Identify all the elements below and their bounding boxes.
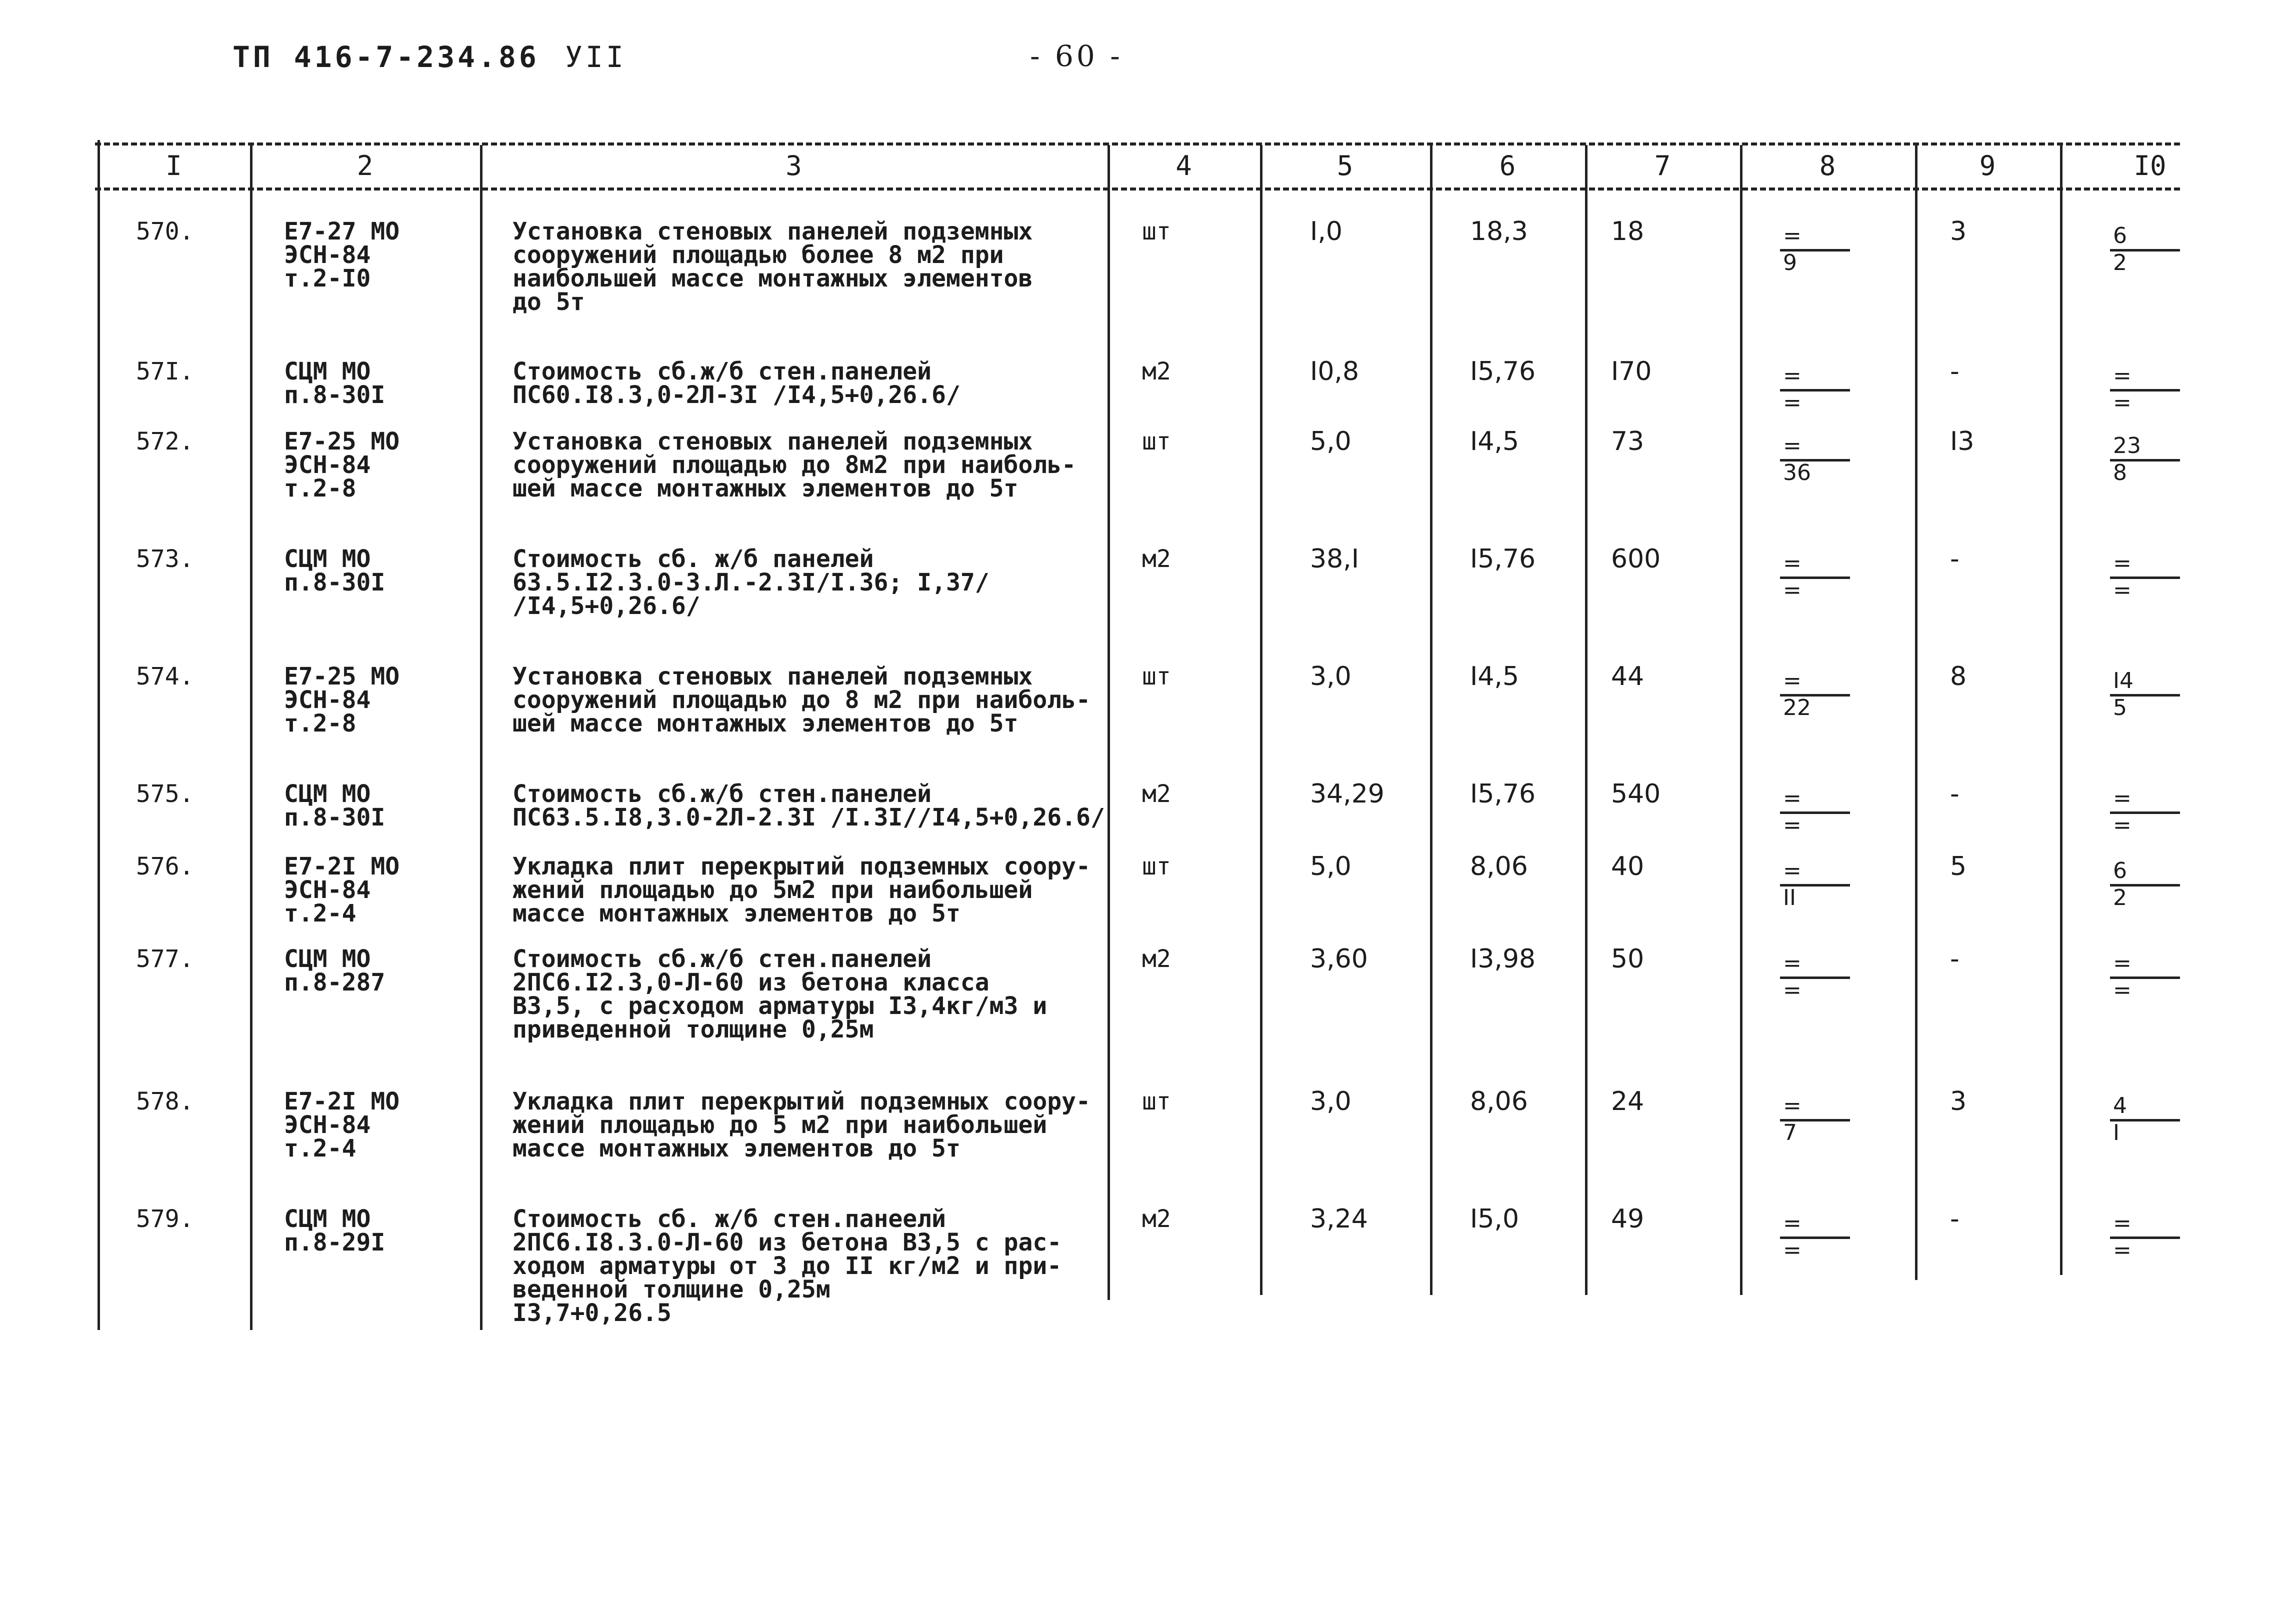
description-line: сооружений площадью до 8 м2 при наиболь-	[512, 686, 1090, 714]
total-cell: 600	[1611, 544, 1661, 574]
column-divider	[1260, 145, 1262, 1295]
document-code: ТП 416-7-234.86	[232, 40, 540, 74]
col10-fraction-denominator: 2	[2113, 885, 2127, 910]
norm-code-line: СЦМ МО	[284, 780, 371, 808]
description-line: шей массе монтажных элементов до 5т	[512, 474, 1018, 502]
description-line: 2ПС6.I8.3.0-Л-60 из бетона В3,5 с рас-	[512, 1228, 1062, 1256]
price-cell: 8,06	[1470, 1086, 1528, 1116]
col10-fraction-numerator: =	[2113, 1210, 2132, 1236]
col9-cell: 3	[1950, 1086, 1967, 1116]
col9-cell: -	[1950, 944, 1960, 974]
description-line: жений площадью до 5м2 при наибольшей	[512, 876, 1033, 904]
description-line: шей массе монтажных элементов до 5т	[512, 710, 1018, 738]
section-number: УII	[565, 40, 626, 74]
col8-fraction-denominator: =	[1783, 578, 1802, 603]
col8-fraction	[1780, 1095, 1855, 1150]
column-header: 8	[1819, 150, 1836, 182]
quantity-cell: 5,0	[1310, 852, 1352, 882]
total-cell: 73	[1611, 426, 1644, 456]
quantity-cell: 3,0	[1310, 1086, 1352, 1116]
col8-fraction	[1780, 788, 1855, 842]
col10-fraction	[2110, 860, 2185, 915]
row-number: 57I.	[136, 358, 194, 386]
price-cell: I5,76	[1470, 544, 1536, 574]
description-line: массе монтажных элементов до 5т	[512, 900, 960, 928]
col10-fraction	[2110, 1212, 2185, 1268]
col8-fraction-denominator: II	[1783, 885, 1796, 910]
description-line: Установка стеновых панелей подземных	[512, 218, 1033, 246]
col10-fraction	[2110, 952, 2185, 1008]
price-cell: 8,06	[1470, 852, 1528, 882]
quantity-cell: 3,60	[1310, 944, 1368, 974]
unit-cell: шт	[1142, 1088, 1171, 1116]
column-divider	[1108, 145, 1110, 1300]
norm-code-line: п.8-30I	[284, 568, 386, 596]
row-number: 573.	[136, 545, 194, 573]
norm-code-line: ЭСН-84	[284, 1111, 371, 1139]
total-cell: 40	[1611, 852, 1644, 882]
norm-code-line: т.2-4	[284, 1134, 356, 1162]
col8-fraction-denominator: =	[1783, 978, 1802, 1003]
price-cell: I4,5	[1470, 662, 1520, 692]
col9-cell: -	[1950, 356, 1960, 386]
norm-code-line: ЭСН-84	[284, 451, 371, 479]
column-header: 5	[1336, 150, 1354, 182]
col8-fraction	[1780, 860, 1855, 915]
column-divider	[1430, 145, 1432, 1295]
col8-fraction	[1780, 952, 1855, 1008]
description-line: Стоимость сб.ж/б стен.панелей	[512, 780, 932, 808]
description-line: ходом арматуры от 3 до II кг/м2 и при-	[512, 1252, 1062, 1280]
col10-fraction-denominator: =	[2113, 978, 2132, 1003]
col8-fraction-numerator: =	[1783, 550, 1802, 576]
price-cell: 18,3	[1470, 216, 1528, 246]
total-cell: I70	[1611, 356, 1652, 386]
col9-cell: -	[1950, 1204, 1960, 1234]
col10-fraction-denominator: 5	[2113, 695, 2127, 720]
price-cell: I5,76	[1470, 356, 1536, 386]
col10-fraction-numerator: =	[2113, 550, 2132, 576]
description-line: сооружений площадью до 8м2 при наиболь-	[512, 451, 1076, 479]
norm-code-line: Е7-27 МО	[284, 218, 400, 246]
col8-fraction-numerator: =	[1783, 433, 1802, 458]
col8-fraction-denominator: =	[1783, 812, 1802, 838]
column-header: 3	[786, 150, 802, 182]
col8-fraction-numerator: =	[1783, 668, 1802, 694]
unit-cell: шт	[1142, 428, 1171, 456]
description-line: I3,7+0,26.5	[512, 1299, 672, 1327]
description-line: приведенной толщине 0,25м	[512, 1016, 874, 1044]
col9-cell: I3	[1950, 426, 1974, 456]
quantity-cell: 3,0	[1310, 662, 1352, 692]
norm-code-line: п.8-29I	[284, 1228, 386, 1256]
col8-fraction	[1780, 365, 1855, 420]
unit-cell: м2	[1142, 358, 1171, 386]
column-divider	[480, 145, 482, 1330]
col9-cell: -	[1950, 779, 1960, 809]
description-line: ПС60.I8.3,0-2Л-3I /I4,5+0,26.6/	[512, 381, 960, 409]
quantity-cell: 34,29	[1310, 779, 1384, 809]
col9-cell: 3	[1950, 216, 1967, 246]
row-number: 575.	[136, 780, 194, 808]
col8-fraction-numerator: =	[1783, 1210, 1802, 1236]
norm-code-line: СЦМ МО	[284, 358, 371, 386]
col10-fraction-numerator: 23	[2113, 433, 2141, 458]
column-header: I0	[2134, 150, 2166, 182]
column-header: 6	[1499, 150, 1516, 182]
norm-code-line: Е7-25 МО	[284, 428, 400, 456]
norm-code-line: ЭСН-84	[284, 241, 371, 269]
col9-cell: -	[1950, 544, 1960, 574]
row-number: 570.	[136, 218, 194, 246]
row-number: 577.	[136, 945, 194, 973]
quantity-cell: 5,0	[1310, 426, 1352, 456]
col8-fraction-denominator: 36	[1783, 460, 1811, 486]
col8-fraction-numerator: =	[1783, 858, 1802, 884]
norm-code-line: СЦМ МО	[284, 545, 371, 573]
description-line: веденной толщине 0,25м	[512, 1276, 830, 1304]
description-line: Укладка плит перекрытий подземных соору-	[512, 1088, 1090, 1116]
col10-fraction-bar	[2110, 1119, 2180, 1122]
column-header: I	[166, 150, 182, 182]
row-number: 578.	[136, 1088, 194, 1116]
price-cell: I5,76	[1470, 779, 1536, 809]
col8-fraction-denominator: 9	[1783, 250, 1797, 276]
col10-fraction-denominator: 2	[2113, 250, 2127, 276]
row-number: 574.	[136, 662, 194, 690]
col10-fraction-numerator: I4	[2113, 668, 2134, 694]
total-cell: 24	[1611, 1086, 1644, 1116]
col10-fraction	[2110, 552, 2185, 608]
norm-code-line: п.8-30I	[284, 381, 386, 409]
col8-fraction	[1780, 552, 1855, 608]
col10-fraction-denominator: =	[2113, 1238, 2132, 1263]
description-line: 2ПС6.I2.3,0-Л-60 из бетона класса	[512, 968, 990, 996]
total-cell: 540	[1611, 779, 1661, 809]
col8-fraction	[1780, 435, 1855, 490]
price-cell: I5,0	[1470, 1204, 1520, 1234]
col8-fraction-numerator: =	[1783, 950, 1802, 976]
col10-fraction-numerator: 4	[2113, 1093, 2127, 1118]
norm-code-line: т.2-8	[284, 710, 356, 738]
col9-cell: 5	[1950, 852, 1967, 882]
col10-fraction-numerator: 6	[2113, 223, 2127, 248]
norm-code-line: т.2-4	[284, 900, 356, 928]
description-line: жений площадью до 5 м2 при наибольшей	[512, 1111, 1048, 1139]
description-line: ПС63.5.I8,3.0-2Л-2.3I /I.3I//I4,5+0,26.6/	[512, 804, 1105, 832]
unit-cell: м2	[1142, 545, 1171, 573]
col8-fraction	[1780, 225, 1855, 280]
unit-cell: м2	[1142, 1205, 1171, 1233]
description-line: до 5т	[512, 288, 585, 316]
column-divider	[1585, 145, 1588, 1295]
column-divider	[1915, 145, 1918, 1280]
col8-fraction-denominator: 22	[1783, 695, 1811, 720]
description-line: /I4,5+0,26.6/	[512, 592, 700, 620]
col8-fraction-numerator: =	[1783, 223, 1802, 248]
price-cell: I3,98	[1470, 944, 1536, 974]
col8-fraction-numerator: =	[1783, 786, 1802, 811]
col10-fraction-numerator: =	[2113, 363, 2132, 388]
description-line: Укладка плит перекрытий подземных соору-	[512, 852, 1090, 880]
col9-cell: 8	[1950, 662, 1967, 692]
norm-code-line: СЦМ МО	[284, 1205, 371, 1233]
unit-cell: м2	[1142, 945, 1171, 973]
norm-code-line: п.8-287	[284, 968, 386, 996]
quantity-cell: 3,24	[1310, 1204, 1368, 1234]
column-divider	[1740, 145, 1742, 1295]
header-bottom-rule	[95, 188, 2180, 190]
norm-code-line: т.2-8	[284, 474, 356, 502]
col8-fraction-denominator: =	[1783, 1238, 1802, 1263]
unit-cell: шт	[1142, 852, 1171, 880]
description-line: Стоимость сб.ж/б стен.панелей	[512, 945, 932, 973]
description-line: массе монтажных элементов до 5т	[512, 1134, 960, 1162]
col10-fraction-denominator: =	[2113, 578, 2132, 603]
quantity-cell: I,0	[1310, 216, 1342, 246]
unit-cell: шт	[1142, 218, 1171, 246]
total-cell: 50	[1611, 944, 1644, 974]
col10-fraction	[2110, 225, 2185, 280]
total-cell: 49	[1611, 1204, 1644, 1234]
col8-fraction-numerator: =	[1783, 1093, 1802, 1118]
description-line: В3,5, с расходом арматуры I3,4кг/м3 и	[512, 992, 1048, 1020]
row-number: 576.	[136, 852, 194, 880]
norm-code-line: Е7-2I МО	[284, 852, 400, 880]
column-header: 4	[1176, 150, 1192, 182]
column-header: 9	[1979, 150, 1996, 182]
col10-fraction-denominator: I	[2113, 1120, 2120, 1146]
col10-fraction-numerator: 6	[2113, 858, 2127, 884]
header-top-rule	[95, 142, 2180, 146]
description-line: Стоимость сб.ж/б стен.панелей	[512, 358, 932, 386]
unit-cell: шт	[1142, 662, 1171, 690]
col10-fraction-numerator: =	[2113, 786, 2132, 811]
col10-fraction-denominator: 8	[2113, 460, 2127, 486]
col8-fraction-numerator: =	[1783, 363, 1802, 388]
description-line: сооружений площадью более 8 м2 при	[512, 241, 1004, 269]
column-header: 7	[1654, 150, 1671, 182]
row-number: 579.	[136, 1205, 194, 1233]
price-cell: I4,5	[1470, 426, 1520, 456]
norm-code-line: п.8-30I	[284, 804, 386, 832]
total-cell: 44	[1611, 662, 1644, 692]
col10-fraction	[2110, 670, 2185, 725]
col8-fraction	[1780, 1212, 1855, 1268]
col8-fraction-denominator: =	[1783, 390, 1802, 416]
total-cell: 18	[1611, 216, 1644, 246]
col10-fraction	[2110, 365, 2185, 420]
col10-fraction	[2110, 788, 2185, 842]
column-divider	[98, 140, 100, 1330]
row-number: 572.	[136, 428, 194, 456]
description-line: Стоимость сб. ж/б стен.панеелй	[512, 1205, 946, 1233]
unit-cell: м2	[1142, 780, 1171, 808]
norm-code-line: ЭСН-84	[284, 876, 371, 904]
description-line: наибольшей массе монтажных элементов	[512, 264, 1033, 292]
norm-code-line: Е7-2I МО	[284, 1088, 400, 1116]
description-line: 63.5.I2.3.0-3.Л.-2.3I/I.36; I,37/	[512, 568, 990, 596]
col10-fraction	[2110, 1095, 2185, 1150]
description-line: Установка стеновых панелей подземных	[512, 428, 1033, 456]
column-divider	[250, 145, 252, 1330]
description-line: Установка стеновых панелей подземных	[512, 662, 1033, 690]
quantity-cell: 38,I	[1310, 544, 1360, 574]
description-line: Стоимость сб. ж/б панелей	[512, 545, 874, 573]
norm-code-line: ЭСН-84	[284, 686, 371, 714]
norm-code-line: СЦМ МО	[284, 945, 371, 973]
col10-fraction-denominator: =	[2113, 812, 2132, 838]
col10-fraction-denominator: =	[2113, 390, 2132, 416]
norm-code-line: Е7-25 МО	[284, 662, 400, 690]
col10-fraction-numerator: =	[2113, 950, 2132, 976]
column-divider	[2060, 145, 2062, 1275]
col8-fraction-denominator: 7	[1783, 1120, 1797, 1146]
col10-fraction	[2110, 435, 2185, 490]
page-number: - 60 -	[1030, 39, 1123, 73]
norm-code-line: т.2-I0	[284, 264, 371, 292]
col8-fraction	[1780, 670, 1855, 725]
quantity-cell: I0,8	[1310, 356, 1360, 386]
column-header: 2	[356, 150, 374, 182]
